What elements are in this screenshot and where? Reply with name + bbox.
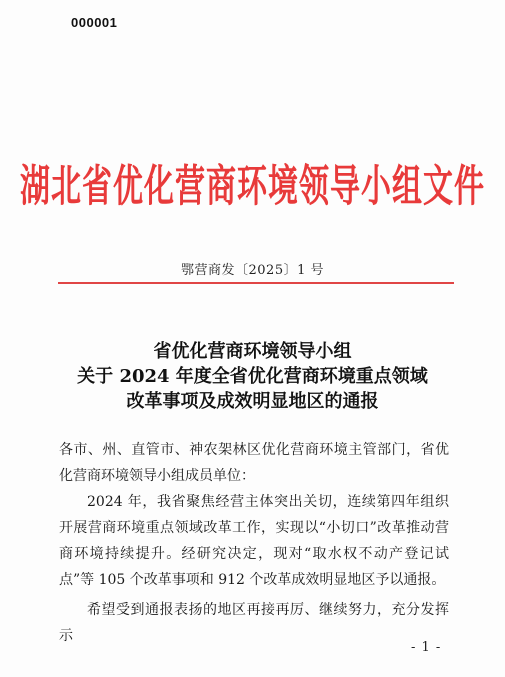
recipients-line: 各市、州、直管市、神农架林区优化营商环境主管部门，省优化营商环境领导小组成员单位： (59, 442, 449, 484)
document-title (0, 339, 505, 414)
document-body (59, 437, 449, 649)
body-paragraph-1: 2024 年，我省聚焦经营主体突出关切，连续第四年组织开展营商环境重点领域改革工作，实现以“小切口”改革推动营商环境持续提升。经研究决定，现对“取水权不动产登记试点”等 105 个改革事项和 912 个改革成效明显地区予以通报。 (59, 494, 449, 588)
serial-number: 000001 (71, 15, 118, 30)
red-separator-line (58, 282, 454, 284)
document-number: 鄂营商发〔2025〕1 号 (181, 263, 324, 278)
title-line-3: 改革事项及成效明显地区的通报 (126, 391, 379, 412)
issuer-header: 湖北省优化营商环境领导小组文件 (20, 161, 485, 213)
page-number: - 1 - (411, 640, 442, 655)
body-paragraph-2: 希望受到通报表扬的地区再接再厉、继续努力，充分发挥示 (59, 602, 449, 644)
title-line-2: 关于 2024 年度全省优化营商环境重点领域 (77, 366, 428, 387)
title-line-1: 省优化营商环境领导小组 (153, 341, 352, 362)
